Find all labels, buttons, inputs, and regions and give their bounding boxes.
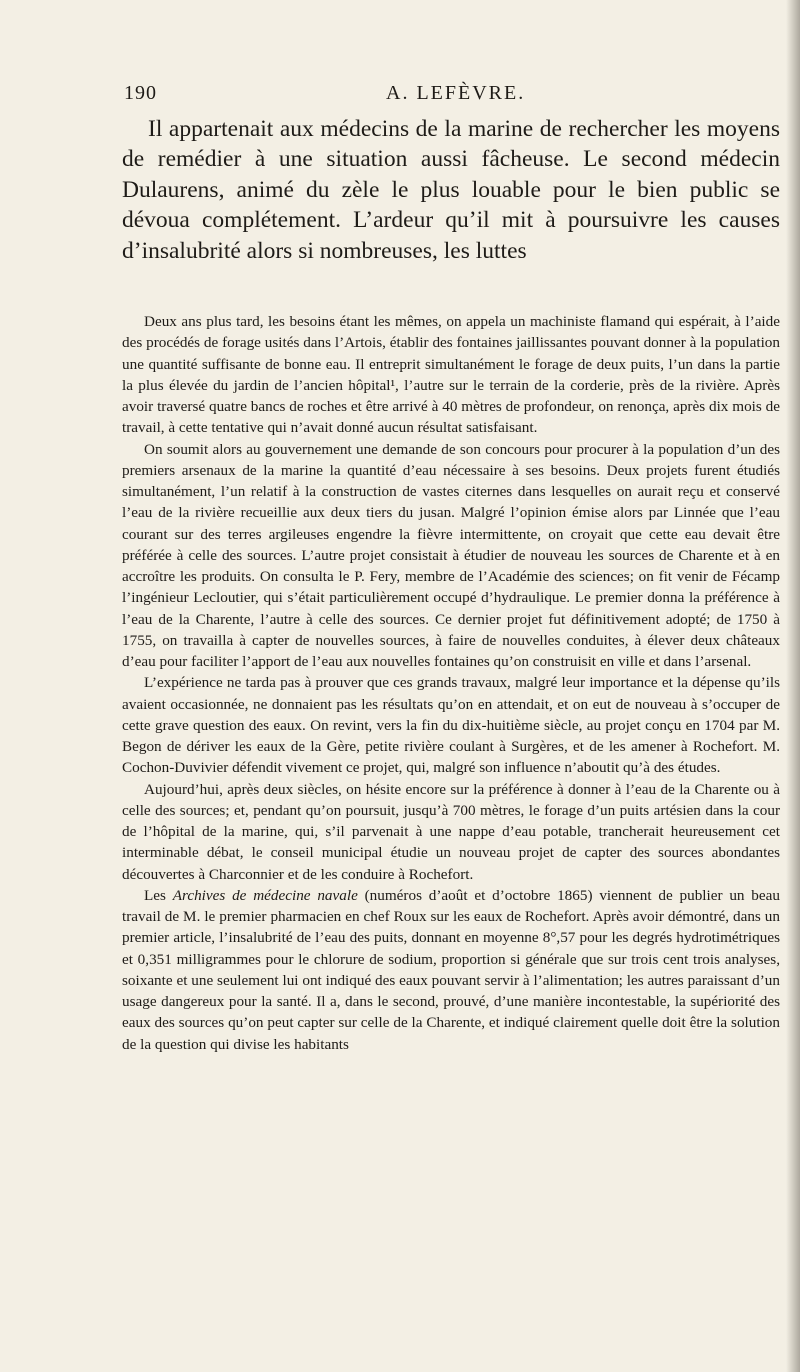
footnote-block [122, 311, 780, 1055]
note-paragraph-5-rest: (numéros d’août et d’octobre 1865) viennent de publier un beau travail de M. le premier pharmacien en chef Roux sur les eaux de Rochefort. Après avoir démontré, dans un premier article, l’insalubrité de l’eau des puits, donnant en moyenne 8°,57 pour les degrés hydrotimétriques et 0,351 milligrammes pour le chlorure de sodium, proportion si générale que sur trois cent trois analyses, soixante et une seulement lui ont indiqué des eaux pouvant servir à l’alimentation; les autres paraissant d’un usage dangereux pour la santé. Il a, dans le second, prouvé, d’une manière incontestable, la supériorité des eaux des sources qu’on peut capter sur celle de la Charente, et indiqué clairement quelle doit être la solution de la question qui divise les habitants [122, 886, 780, 1053]
note-paragraph-5 [122, 885, 780, 1055]
page-number: 190 [124, 82, 157, 104]
note-paragraph-5-lead: Les [144, 886, 173, 904]
main-text [122, 114, 780, 266]
main-paragraph: Il appartenait aux médecins de la marine de rechercher les moyens de remédier à une situation aussi fâcheuse. Le second médecin Dulaurens, animé du zèle le plus louable pour le bien public se dévoua complétement. L’ardeur qu’il mit à poursuivre les causes d’insalubrité alors si nombreuses, les luttes [122, 116, 780, 264]
page-header [124, 82, 779, 112]
running-title: A. LEFÈVRE. [386, 82, 526, 104]
journal-title: Archives de médecine navale [172, 886, 358, 904]
note-paragraph-3: L’expérience ne tarda pas à prouver que ces grands travaux, malgré leur importance et la dépense qu’ils avaient occasionnée, ne donnaient pas les résultats qu’on en attendait, et on eut de nouveau à s’occuper de cette grave question des eaux. On revint, vers la fin du dix-huitième siècle, au projet conçu en 1704 par M. Begon de dériver les eaux de la Gère, petite rivière coulant à Surgères, et de les amener à Rochefort. M. Cochon-Duvivier défendit vivement ce projet, qui, malgré son influence n’aboutit qu’à des études. [122, 674, 780, 777]
note-paragraph-1: Deux ans plus tard, les besoins étant les mêmes, on appela un machiniste flamand qui espérait, à l’aide des procédés de forage usités dans l’Artois, établir des fontaines jaillissantes pouvant donner à la population une quantité suffisante de bonne eau. Il entreprit simultanément le forage de deux puits, l’un dans la partie la plus élevée du jardin de l’ancien hôpital¹, l’autre sur le terrain de la corderie, près de la rivière. Après avoir traversé quatre bancs de roches et être arrivé à 40 mètres de profondeur, on renonça, après dix mois de travail, à cette tentative qui n’avait donné aucun résultat satisfaisant. [122, 313, 780, 437]
note-paragraph-2: On soumit alors au gouvernement une demande de son concours pour procurer à la population d’un des premiers arsenaux de la marine la quantité d’eau nécessaire à ses besoins. Deux projets furent étudiés simultanément, l’un relatif à la construction de vastes citernes dans lesquelles on aurait reçu et conservé l’eau de la rivière recueillie aux deux tiers du jusan. Malgré l’opinion émise alors par Linnée que l’eau courant sur des terres argileuses engendre la fièvre intermittente, on croyait que cette eau devait être préférée à celle des sources. L’autre projet consistait à étudier de nouveau les sources de Charente et à en accroître les produits. On consulta le P. Fery, membre de l’Académie des sciences; on fit venir de Fécamp l’ingénieur Lecloutier, qui s’était particulièrement occupé d’hydraulique. Le premier donna la préférence à l’eau de la Charente, l’autre à celle des sources. Ce dernier projet fut définitivement adopté; de 1750 à 1755, on travailla à capter de nouvelles sources, à faire de nouvelles conduites, à élever deux châteaux d’eau pour faciliter l’apport de l’eau aux nouvelles fontaines qu’on construisit en ville et dans l’arsenal. [122, 440, 780, 670]
page-edge-shadow [786, 0, 800, 1372]
note-paragraph-4: Aujourd’hui, après deux siècles, on hésite encore sur la préférence à donner à l’eau de la Charente ou à celle des sources; et, pendant qu’on poursuit, jusqu’à 700 mètres, le forage d’un puits artésien dans la cour de l’hôpital de la marine, qui, s’il parvenait à une nappe d’eau potable, trancherait heureusement cet interminable débat, le conseil municipal étudie un nouveau projet de capter des sources abondantes découvertes à Charconnier et de les conduire à Rochefort. [122, 780, 780, 883]
